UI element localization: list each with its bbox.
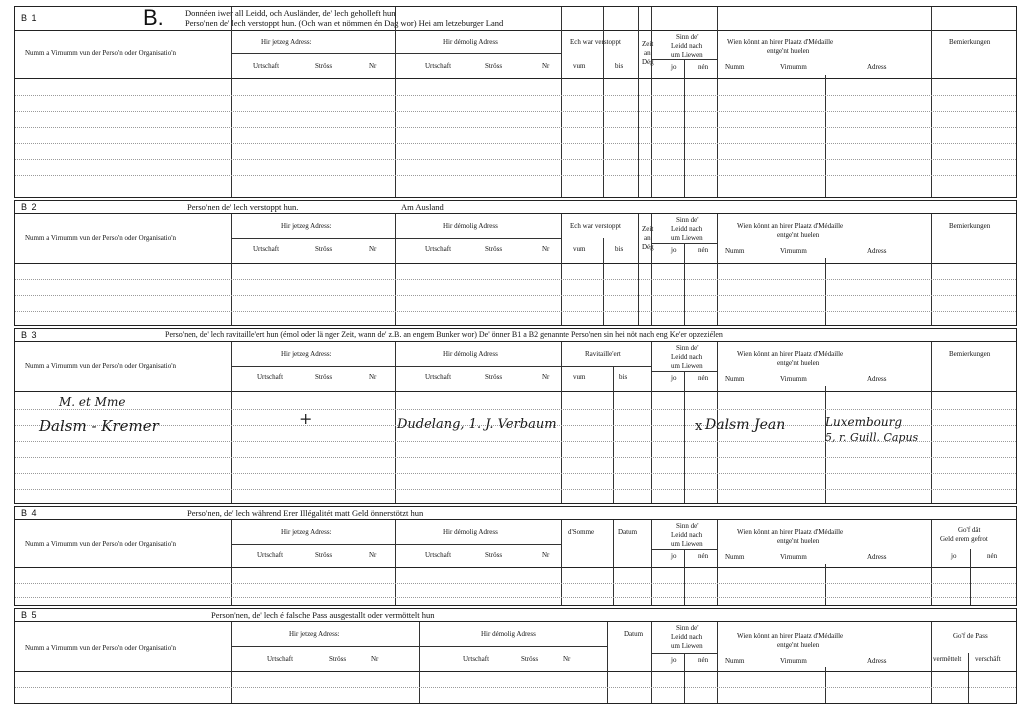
former-address-header: Hir démolig Adress xyxy=(481,630,536,638)
nr-header: Nr xyxy=(542,245,550,253)
nr-header: Nr xyxy=(542,373,550,381)
nr-header: Nr xyxy=(369,551,377,559)
alive-header-1: Sinn de' xyxy=(676,522,699,530)
no-header: nén xyxy=(698,656,709,664)
present-address-header: Hir jetzeg Adress: xyxy=(281,528,332,536)
days-header-1: Zeit xyxy=(642,40,654,48)
days-header-3: Dég xyxy=(642,243,654,251)
former-address-header: Hir démolig Adress xyxy=(443,222,498,230)
place-header: Urtschaft xyxy=(253,62,280,70)
medal-header-2: entge'nt huelen xyxy=(777,537,820,545)
former-address-header: Hir démolig Adress xyxy=(443,38,498,46)
medal-header-2: entge'nt huelen xyxy=(777,231,820,239)
section-b1 xyxy=(14,6,1017,198)
street-header: Ströss xyxy=(521,655,539,663)
nr-header: Nr xyxy=(369,245,377,253)
remarks-header: Bemierkungen xyxy=(949,38,991,46)
nr-header: Nr xyxy=(369,373,377,381)
nr-header: Nr xyxy=(542,551,550,559)
street-header: Ströss xyxy=(315,245,333,253)
name-column-header: Numm a Virnumm vun der Perso'n oder Organisatio'n xyxy=(25,540,176,548)
alive-header-2: Leidd nach xyxy=(671,531,703,539)
no-header: nén xyxy=(698,552,709,560)
street-header: Ströss xyxy=(315,551,333,559)
yes-header: jo xyxy=(671,552,677,560)
pass-made-header: verschäft xyxy=(975,655,1001,663)
surname-header: Numm xyxy=(725,63,745,71)
handwritten-medal-name: Dalsm Jean xyxy=(705,417,786,433)
section-b1-header xyxy=(15,31,1016,79)
to-header: bis xyxy=(615,245,624,253)
section-b3-header xyxy=(15,342,1016,392)
surname-header: Numm xyxy=(725,553,745,561)
name-column-header: Numm a Virnumm vun der Perso'n oder Organisatio'n xyxy=(25,644,176,652)
present-address-header: Hir jetzeg Adress: xyxy=(289,630,340,638)
place-header: Urtschaft xyxy=(253,245,280,253)
medal-header-1: Wien könnt an hirer Plaatz d'Médaille xyxy=(737,350,844,358)
to-header: bis xyxy=(615,62,624,70)
street-header: Ströss xyxy=(485,245,503,253)
alive-header-2: Leidd nach xyxy=(671,42,703,50)
section-title: Perso'nen de' lech verstoppt hun. xyxy=(187,202,299,212)
address-header: Adress xyxy=(867,63,887,71)
alive-header-2: Leidd nach xyxy=(671,225,703,233)
nr-header: Nr xyxy=(369,62,377,70)
sum-header: d'Somme xyxy=(568,528,595,536)
street-header: Ströss xyxy=(315,373,333,381)
days-header-2: an xyxy=(644,234,651,242)
name-column-header: Numm a Virnumm vun der Perso'n oder Organisatio'n xyxy=(25,49,176,57)
street-header: Ströss xyxy=(329,655,347,663)
from-header: vum xyxy=(573,245,586,253)
alive-header-3: um Liewen xyxy=(671,362,703,370)
handwritten-name-title: M. et Mme xyxy=(59,395,126,409)
section-b4 xyxy=(14,506,1017,606)
from-header: vum xyxy=(573,62,586,70)
section-id: B 3 xyxy=(21,330,38,340)
no-header: nén xyxy=(698,63,709,71)
place-header: Urtschaft xyxy=(425,245,452,253)
date-header: Datum xyxy=(624,630,644,638)
former-address-header: Hir démolig Adress xyxy=(443,528,498,536)
yes-header: jo xyxy=(671,656,677,664)
present-address-header: Hir jetzeg Adress: xyxy=(281,350,332,358)
section-title: Perso'nen, de' lech während Erer Illégalitét matt Geld önnerstötzt hun xyxy=(187,508,424,518)
hidden-header: Ech war verstoppt xyxy=(570,222,621,230)
address-header: Adress xyxy=(867,247,887,255)
supplied-header: Ravitaille'ert xyxy=(585,350,621,358)
date-header: Datum xyxy=(618,528,638,536)
alive-header-3: um Liewen xyxy=(671,51,703,59)
place-header: Urtschaft xyxy=(257,551,284,559)
surname-header: Numm xyxy=(725,247,745,255)
alive-header-3: um Liewen xyxy=(671,234,703,242)
remarks-header: Bemierkungen xyxy=(949,222,991,230)
handwritten-medal-address-2: 5, r. Guill. Capus xyxy=(825,431,919,444)
no-header: nén xyxy=(698,246,709,254)
to-header: bis xyxy=(619,373,628,381)
yes-header: jo xyxy=(671,374,677,382)
cross-mark: + xyxy=(299,409,313,428)
section-subtitle: Am Ausland xyxy=(401,202,444,212)
no-header: nén xyxy=(987,552,998,560)
medal-header-1: Wien könnt an hirer Plaatz d'Médaille xyxy=(737,528,844,536)
alive-header-2: Leidd nach xyxy=(671,353,703,361)
street-header: Ströss xyxy=(485,551,503,559)
alive-header-1: Sinn de' xyxy=(676,216,699,224)
resistance-form xyxy=(14,6,1017,706)
street-header: Ströss xyxy=(485,62,503,70)
section-b5-header xyxy=(15,622,1016,672)
alive-header-1: Sinn de' xyxy=(676,33,699,41)
yes-header: jo xyxy=(671,246,677,254)
section-b4-header xyxy=(15,520,1016,568)
days-header-3: Dég xyxy=(642,58,654,66)
medal-header-2: entge'nt huelen xyxy=(777,359,820,367)
street-header: Ströss xyxy=(485,373,503,381)
section-b3-titlebar xyxy=(15,329,1016,342)
section-id: B 4 xyxy=(21,508,38,518)
section-b2-header xyxy=(15,214,1016,264)
surname-header: Numm xyxy=(725,375,745,383)
repaid-header-2: Geld erem gefrot xyxy=(940,535,988,543)
handwritten-former-address: Dudelang, 1. J. Verbaum xyxy=(397,417,557,432)
address-header: Adress xyxy=(867,375,887,383)
alive-header-3: um Liewen xyxy=(671,642,703,650)
handwritten-name: Dalsm - Kremer xyxy=(39,417,159,435)
name-column-header: Numm a Virnumm vun der Perso'n oder Organisatio'n xyxy=(25,362,176,370)
section-b1-titlebar xyxy=(15,7,1016,31)
section-id: B 1 xyxy=(21,13,38,23)
remarks-header: Bemierkungen xyxy=(949,350,991,358)
medal-header-1: Wien könnt an hirer Plaatz d'Médaille xyxy=(727,38,834,46)
alive-header-1: Sinn de' xyxy=(676,624,699,632)
place-header: Urtschaft xyxy=(257,373,284,381)
from-header: vum xyxy=(573,373,586,381)
street-header: Ströss xyxy=(315,62,333,70)
alive-no-mark: x xyxy=(695,419,703,434)
form-letter: B. xyxy=(143,5,164,30)
alive-header-1: Sinn de' xyxy=(676,344,699,352)
repaid-header-1: Go'f dät xyxy=(958,526,981,534)
section-subtitle: Perso'nen de' lech verstoppt hun. (Och wan et nömmen én Dag wor) Hei am letzeburger Land xyxy=(185,18,504,28)
section-title: Donnéen iwer all Leidd, och Ausländer, de' lech geholleft hun xyxy=(185,8,396,18)
section-id: B 2 xyxy=(21,202,38,212)
section-title: Person'nen, de' lech é falsche Pass ausgestallt oder vermöttelt hun xyxy=(211,610,435,620)
days-header-2: an xyxy=(644,49,651,57)
nr-header: Nr xyxy=(371,655,379,663)
section-id: B 5 xyxy=(21,610,38,620)
section-b4-titlebar xyxy=(15,507,1016,520)
firstname-header: Virnumm xyxy=(780,657,807,665)
address-header: Adress xyxy=(867,553,887,561)
firstname-header: Virnumm xyxy=(780,247,807,255)
yes-header: jo xyxy=(671,63,677,71)
firstname-header: Virnumm xyxy=(780,375,807,383)
name-column-header: Numm a Virnumm vun der Perso'n oder Organisatio'n xyxy=(25,234,176,242)
section-b2 xyxy=(14,200,1017,326)
surname-header: Numm xyxy=(725,657,745,665)
nr-header: Nr xyxy=(563,655,571,663)
hidden-header: Ech war verstoppt xyxy=(570,38,621,46)
firstname-header: Virnumm xyxy=(780,553,807,561)
address-header: Adress xyxy=(867,657,887,665)
firstname-header: Virnumm xyxy=(780,63,807,71)
yes-header: jo xyxy=(951,552,957,560)
place-header: Urtschaft xyxy=(425,551,452,559)
place-header: Urtschaft xyxy=(463,655,490,663)
alive-header-2: Leidd nach xyxy=(671,633,703,641)
place-header: Urtschaft xyxy=(425,373,452,381)
medal-header-2: entge'nt huelen xyxy=(777,641,820,649)
place-header: Urtschaft xyxy=(425,62,452,70)
medal-header-1: Wien könnt an hirer Plaatz d'Médaille xyxy=(737,222,844,230)
section-b5 xyxy=(14,608,1017,704)
handwritten-medal-address-1: Luxembourg xyxy=(825,415,902,429)
section-title: Perso'nen, de' lech ravitaille'ert hun (émol oder lä nger Zeit, wann de' z.B. an engem Bunker wor) De' önner B1 a B2 genannte Perso'nen sin hei nöt nach eng Ke'er opzeziélen xyxy=(165,330,723,339)
section-b2-titlebar xyxy=(15,201,1016,214)
medal-header-1: Wien könnt an hirer Plaatz d'Médaille xyxy=(737,632,844,640)
pass-issued-header: vermëttelt xyxy=(933,655,962,663)
section-b5-titlebar xyxy=(15,609,1016,622)
medal-header-2: entge'nt huelen xyxy=(767,47,810,55)
nr-header: Nr xyxy=(542,62,550,70)
present-address-header: Hir jetzeg Adress: xyxy=(261,38,312,46)
place-header: Urtschaft xyxy=(267,655,294,663)
section-b3 xyxy=(14,328,1017,504)
alive-header-3: um Liewen xyxy=(671,540,703,548)
days-header-1: Zeit xyxy=(642,225,654,233)
present-address-header: Hir jetzeg Adress: xyxy=(281,222,332,230)
pass-header: Go'f de Pass xyxy=(953,632,988,640)
former-address-header: Hir démolig Adress xyxy=(443,350,498,358)
no-header: nén xyxy=(698,374,709,382)
